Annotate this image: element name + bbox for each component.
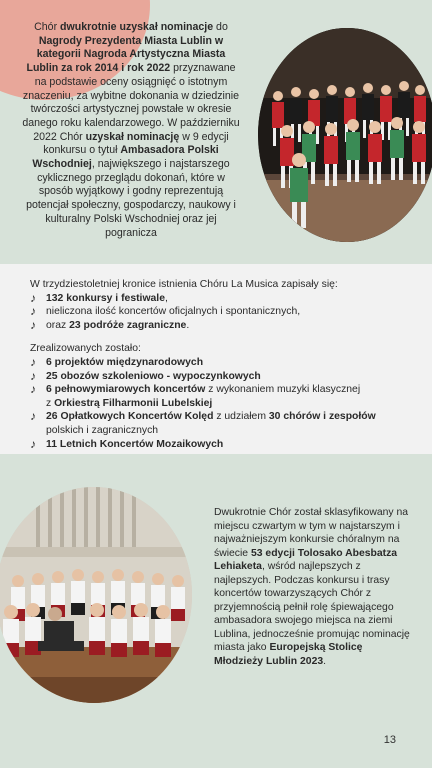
choir-stage-photo	[258, 28, 432, 242]
achievements-intro: W trzydziestoletniej kronice istnienia Chóru La Musica zapisały się:	[30, 279, 338, 290]
music-note-icon: ♪	[30, 290, 36, 305]
bold-run: Ambasadora Polski Wschodniej	[32, 144, 219, 171]
text-run: oraz	[46, 319, 70, 331]
text-run: Chór	[34, 21, 61, 33]
music-note-icon: ♪	[30, 304, 36, 319]
choir-group-photo	[0, 487, 192, 703]
bold-run: Nagrody Prezydenta Miasta Lublin w kategorii Nagroda Artystyczna Miasta Lublin za rok 2014 i rok 2022	[26, 34, 226, 75]
text-run: .	[323, 655, 327, 667]
bold-run: 23 podróże zagraniczne	[69, 319, 187, 331]
music-note-icon: ♪	[30, 409, 36, 424]
text-run: ,	[164, 292, 168, 304]
page-number: 13	[383, 734, 396, 746]
choir-stage-photo-art	[258, 28, 432, 242]
nominations-paragraph	[20, 21, 242, 240]
bold-run: 11 Letnich Koncertów Mozaikowych	[46, 438, 224, 450]
text-run: w 9 edycji konkursu o tytuł	[43, 130, 229, 157]
text-run: z	[46, 397, 55, 409]
music-note-icon: ♪	[30, 368, 36, 383]
text-run: do	[213, 21, 228, 33]
bold-run: Orkiestrą Filharmonii Lubelskiej	[54, 397, 213, 409]
text-run: nieliczona ilość koncertów oficjalnych i spontanicznych,	[46, 306, 301, 318]
bold-run: Europejską Stolicę Młodzieży Lublin 2023	[214, 642, 363, 667]
list-item	[30, 370, 420, 384]
text-run: .	[186, 319, 190, 331]
bold-run: 6 projektów międzynarodowych	[46, 356, 204, 368]
text-run: , wśród najlepszych z najlepszych. Podczas konkursu i trasy koncertów towarzyszących Chór z przyjemnością pełnił rolę śpiewającego ambasadora swojego miejsca na ziemi Lublina, jednocześnie promując nominację miasta jako	[214, 561, 410, 653]
bold-run: 26 Opłatkowych Koncertów Kolęd	[46, 411, 214, 423]
bold-run: 132 konkursy i festiwale	[46, 292, 165, 304]
text-run: Dwukrotnie Chór został sklasyfikowany na miejscu czwartym w tym w najstarszym i najważniejszym konkursie chóralnym na świecie	[214, 507, 409, 559]
music-note-icon: ♪	[30, 436, 36, 451]
bold-run: 25 obozów szkoleniowo - wypoczynkowych	[46, 370, 261, 382]
text-run: polskich i zagranicznych	[46, 424, 159, 436]
list-item	[30, 292, 420, 306]
bold-run: 53 edycji Tolosako Abesbatza Lehiaketa	[214, 547, 398, 572]
tolosa-paragraph	[214, 506, 410, 668]
list-item	[30, 319, 420, 333]
text-run: , największego i najstarszego cyklicznego przeglądu dokonań, które w sposób wyjątkowy i godny reprezentują potencjał społeczny, gospodarczy, naukowy i kulturalny Polski Wschodniej oraz jej pogranicza	[26, 158, 236, 239]
list-item	[30, 410, 420, 424]
list-item	[30, 383, 420, 397]
music-note-icon: ♪	[30, 382, 36, 397]
text-run: z udziałem	[213, 411, 269, 423]
list-item-continuation	[30, 424, 420, 438]
bold-run: dwukrotnie uzyskał nominacje	[60, 21, 214, 33]
list-item	[30, 438, 420, 452]
bold-run: 30 chórów i zespołów	[268, 411, 376, 423]
bold-run: uzyskał nominację	[85, 130, 180, 143]
realized-intro: Zrealizowanych zostało:	[30, 343, 141, 355]
bold-run: 6 pełnowymiarowych koncertów	[46, 384, 206, 396]
achievements-section	[30, 278, 420, 451]
music-note-icon: ♪	[30, 317, 36, 332]
list-item-continuation	[30, 397, 420, 411]
list-item	[30, 305, 420, 319]
list-item	[30, 356, 420, 370]
choir-group-photo-art	[0, 487, 192, 703]
text-run: z wykonaniem muzyki klasycznej	[205, 384, 361, 396]
text-run: przyznawane na podstawie oceny osiągnięć o istotnym znaczeniu, za wybitne dokonania w dziedzinie twórczości artystycznej powstałe w okresie danego roku kalendarzowego. W październiku 2022 Chór	[22, 62, 240, 143]
music-note-icon: ♪	[30, 354, 36, 369]
